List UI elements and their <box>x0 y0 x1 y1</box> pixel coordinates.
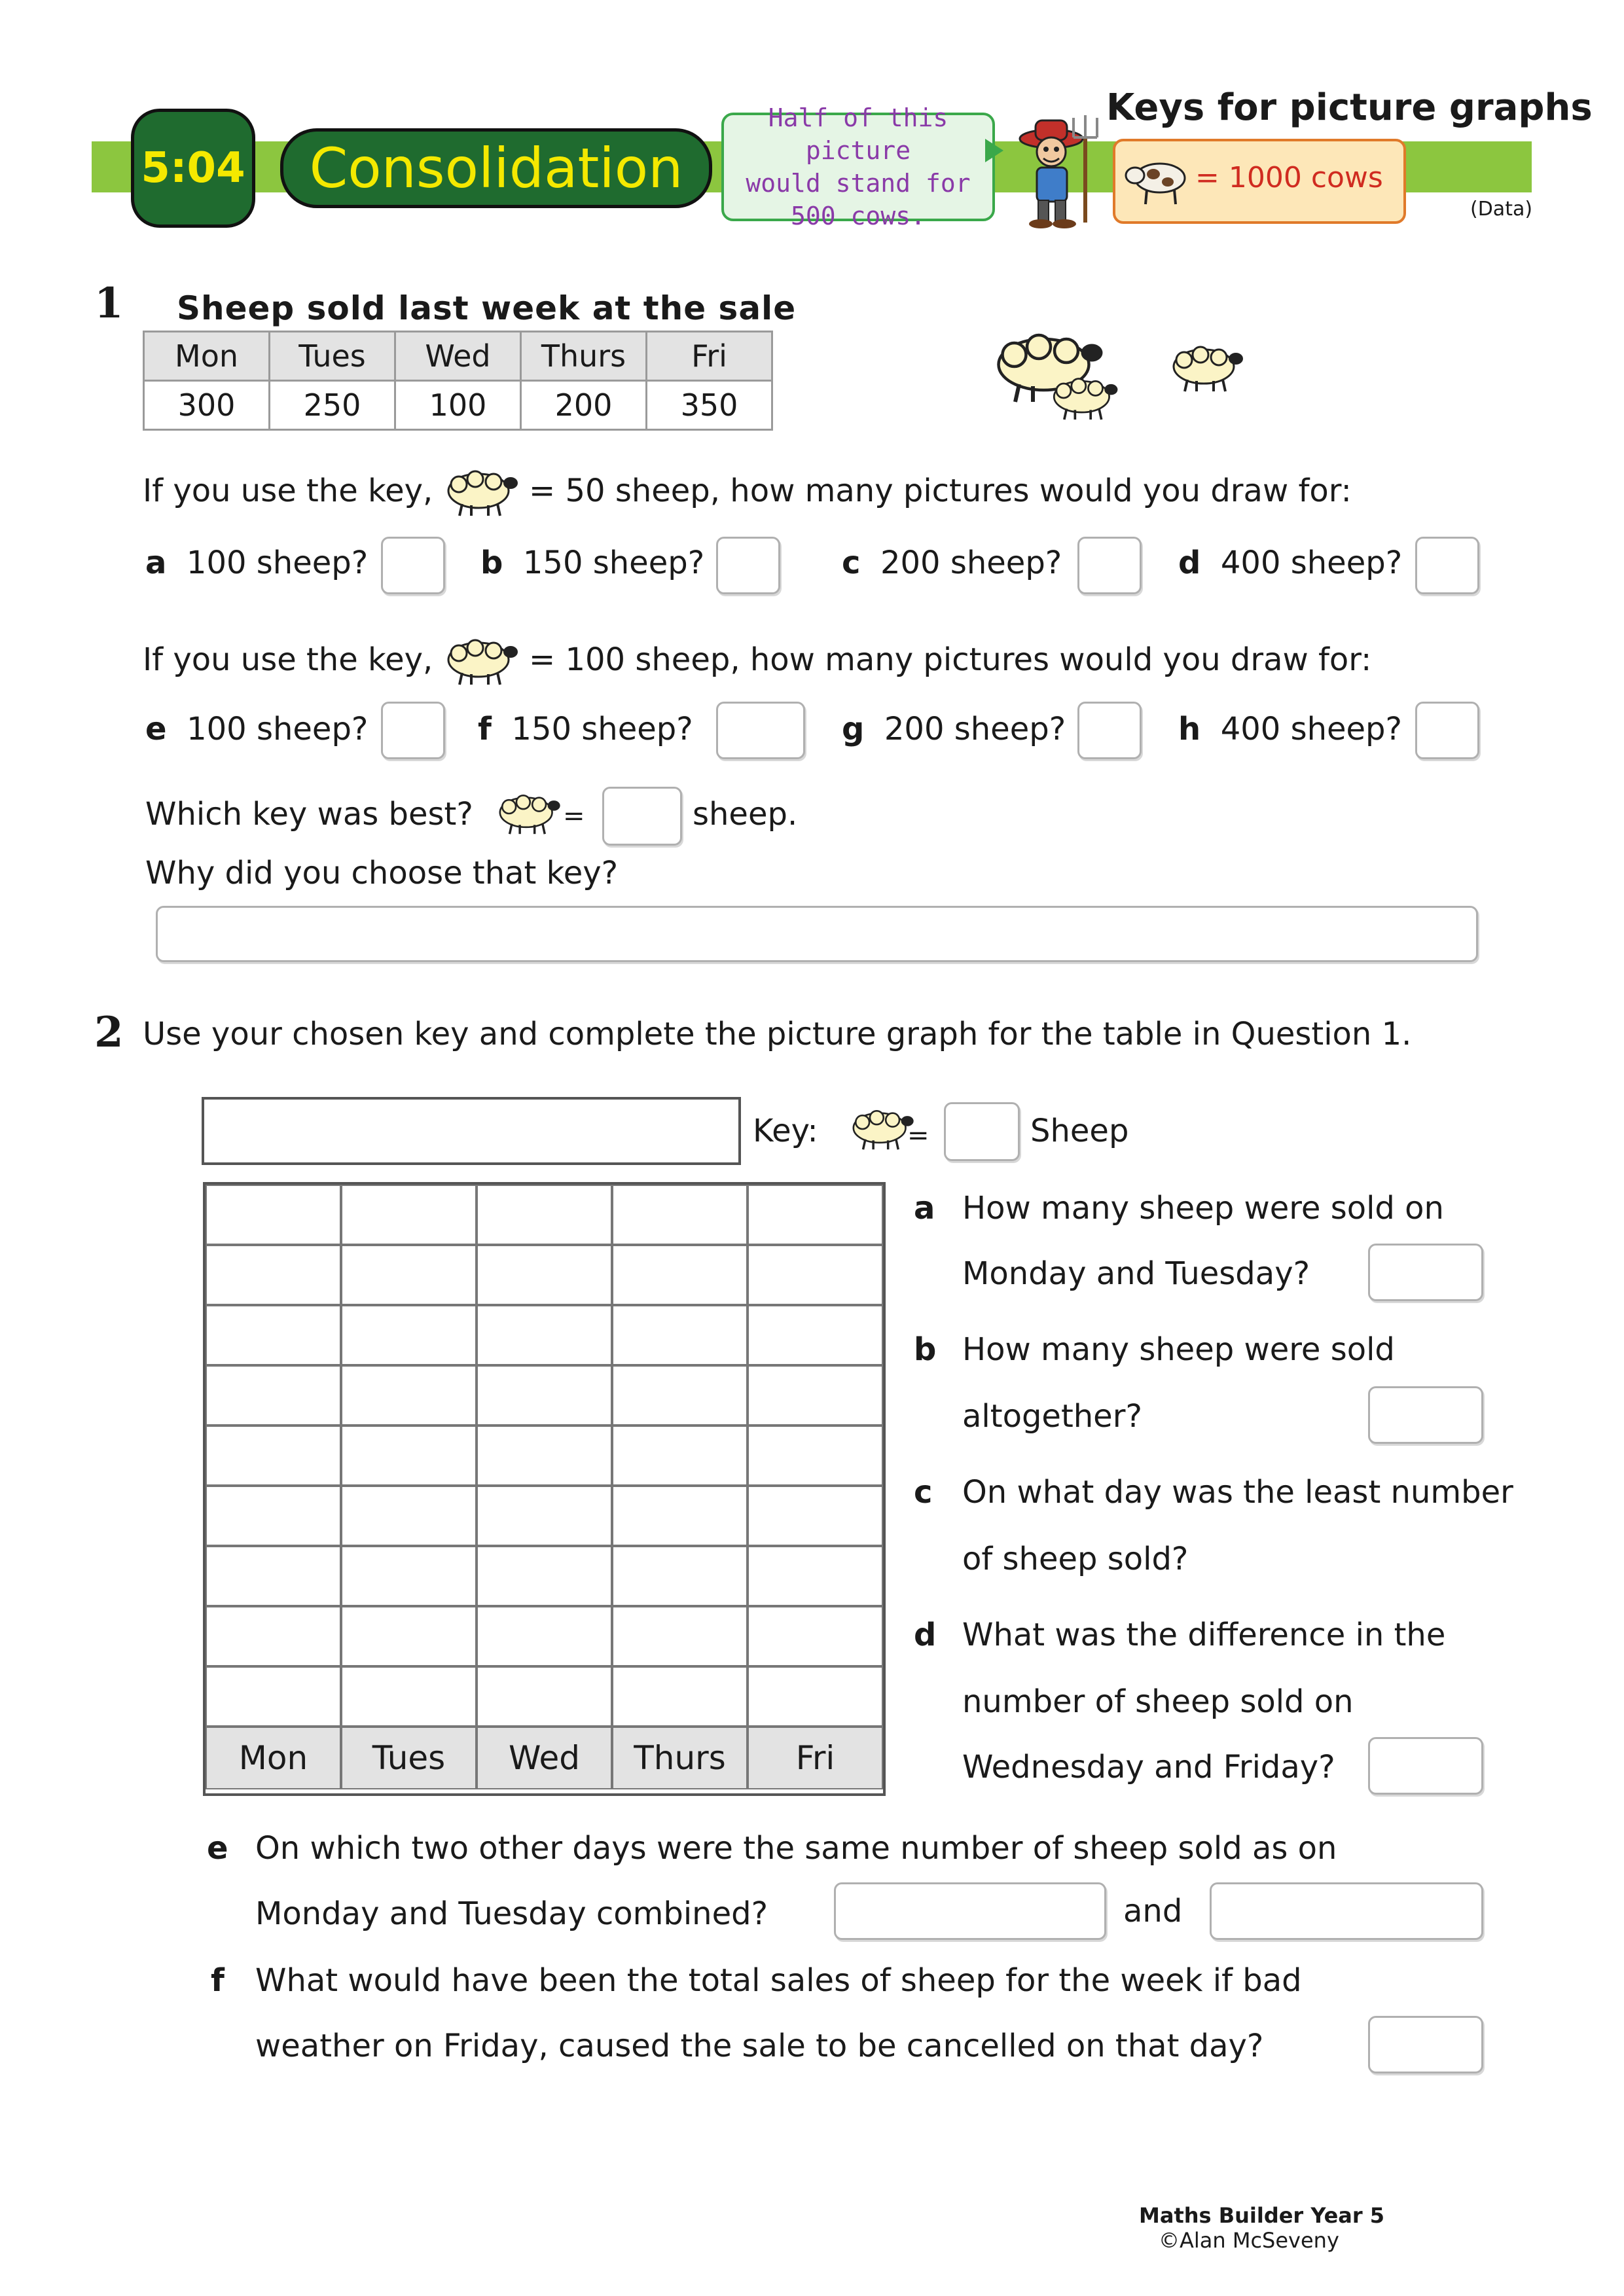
sheep-sales-table <box>143 331 773 431</box>
q2-answer-f-box[interactable] <box>1368 2016 1483 2073</box>
table-header-cell: Wed <box>395 332 521 381</box>
grid-cell[interactable] <box>477 1305 612 1365</box>
graph-key-unit: Sheep <box>1030 1113 1129 1149</box>
grid-day-label: Fri <box>748 1727 883 1789</box>
part-text: 400 sheep? <box>1220 545 1403 581</box>
q2-part-b-line1: How many sheep were sold <box>962 1331 1395 1368</box>
part-label: e <box>145 711 167 747</box>
q2-part-e-label <box>207 1830 228 1867</box>
grid-cell[interactable] <box>477 1666 612 1727</box>
grid-cell[interactable] <box>477 1426 612 1486</box>
sheep-group-icon <box>990 327 1121 425</box>
q2-instruction: Use your chosen key and complete the picture graph for the table in Question 1. <box>143 1016 1412 1052</box>
table-cell: 350 <box>647 381 772 430</box>
grid-cell[interactable] <box>341 1486 477 1546</box>
grid-cell[interactable] <box>341 1365 477 1426</box>
sheep-key-icon <box>442 466 521 520</box>
q2-answer-e1-box[interactable] <box>834 1882 1106 1940</box>
grid-cell[interactable] <box>477 1365 612 1426</box>
part-label: f <box>211 1962 225 1999</box>
grid-cell[interactable] <box>612 1245 748 1305</box>
part-d-label <box>1178 545 1402 581</box>
part-label: d <box>914 1617 937 1653</box>
part-b-label <box>480 545 704 581</box>
part-text: 200 sheep? <box>884 711 1066 747</box>
table-cell: 100 <box>395 381 521 430</box>
part-label: e <box>207 1830 228 1867</box>
grid-cell[interactable] <box>612 1486 748 1546</box>
best-key-text: Which key was best? <box>145 796 473 833</box>
graph-key-value-box[interactable] <box>944 1102 1020 1161</box>
q2-part-a-label <box>914 1190 935 1227</box>
grid-cell[interactable] <box>748 1426 883 1486</box>
sheep-icon <box>1168 342 1246 395</box>
grid-row <box>206 1546 883 1606</box>
grid-cell[interactable] <box>206 1606 341 1666</box>
grid-day-label: Thurs <box>612 1727 748 1789</box>
grid-cell[interactable] <box>612 1305 748 1365</box>
grid-cell[interactable] <box>612 1546 748 1606</box>
answer-d-box[interactable] <box>1415 537 1479 594</box>
grid-cell[interactable] <box>206 1426 341 1486</box>
part-text: 150 sheep? <box>522 545 705 581</box>
key100-text-before: If you use the key, <box>143 641 433 678</box>
grid-day-label: Tues <box>341 1727 477 1789</box>
grid-cell[interactable] <box>206 1486 341 1546</box>
q2-part-e-line2: Monday and Tuesday combined? <box>255 1895 768 1932</box>
speech-bubble <box>721 103 995 230</box>
sheep-key-icon <box>495 791 563 838</box>
part-h-label <box>1178 711 1402 747</box>
part-label: b <box>480 545 503 581</box>
q2-part-b-line2: altogether? <box>962 1398 1142 1435</box>
graph-key-equals: = <box>907 1121 929 1151</box>
table-header-cell: Fri <box>647 332 772 381</box>
q2-part-f-line1: What would have been the total sales of sheep for the week if bad <box>255 1962 1302 1999</box>
grid-cell[interactable] <box>206 1305 341 1365</box>
grid-cell[interactable] <box>612 1666 748 1727</box>
part-text: 100 sheep? <box>186 545 369 581</box>
grid-cell[interactable] <box>477 1185 612 1245</box>
grid-cell[interactable] <box>748 1185 883 1245</box>
answer-b-box[interactable] <box>716 537 780 594</box>
grid-cell[interactable] <box>206 1546 341 1606</box>
key100-text-after: = 100 sheep, how many pictures would you draw for: <box>529 641 1372 678</box>
table-cell: 300 <box>144 381 270 430</box>
grid-cell[interactable] <box>206 1185 341 1245</box>
q2-answer-e2-box[interactable] <box>1210 1882 1483 1940</box>
speech-line-3: 500 cows. <box>791 202 926 230</box>
q2-part-c-label <box>914 1474 932 1511</box>
q2-answer-a-box[interactable] <box>1368 1244 1483 1301</box>
q2-part-a-line2: Monday and Tuesday? <box>962 1255 1310 1292</box>
part-label: g <box>842 711 865 747</box>
grid-cell[interactable] <box>748 1606 883 1666</box>
answer-a-box[interactable] <box>381 537 445 594</box>
part-label: f <box>478 711 492 747</box>
table-header-cell: Mon <box>144 332 270 381</box>
q2-part-e-line1: On which two other days were the same number of sheep sold as on <box>255 1830 1337 1867</box>
grid-cell[interactable] <box>748 1365 883 1426</box>
q2-part-f-line2: weather on Friday, caused the sale to be cancelled on that day? <box>255 2028 1264 2064</box>
grid-cell[interactable] <box>748 1666 883 1727</box>
grid-cell[interactable] <box>341 1546 477 1606</box>
part-text: 100 sheep? <box>187 711 369 747</box>
grid-cell[interactable] <box>341 1606 477 1666</box>
speech-line-2: would stand for <box>746 169 971 198</box>
grid-cell[interactable] <box>477 1606 612 1666</box>
key50-text-after: = 50 sheep, how many pictures would you draw for: <box>529 473 1352 509</box>
grid-row <box>206 1305 883 1365</box>
q2-part-f-label <box>211 1962 225 1999</box>
data-tag: (Data) <box>1470 198 1533 221</box>
q2-part-d-line2: number of sheep sold on <box>962 1683 1354 1720</box>
sheep-key-icon <box>848 1106 916 1153</box>
grid-cell[interactable] <box>341 1305 477 1365</box>
table-header-cell: Thurs <box>521 332 647 381</box>
grid-cell[interactable] <box>206 1245 341 1305</box>
grid-cell[interactable] <box>341 1666 477 1727</box>
best-key-sheep-word: sheep. <box>693 796 798 833</box>
q2-part-d-label <box>914 1617 936 1653</box>
part-label: c <box>914 1474 933 1511</box>
key50-text-before: If you use the key, <box>143 473 433 509</box>
table-cell: 250 <box>270 381 395 430</box>
q2-answer-d-box[interactable] <box>1368 1737 1483 1795</box>
part-text: 400 sheep? <box>1220 711 1402 747</box>
part-e-label <box>145 711 368 747</box>
graph-title-box[interactable] <box>202 1097 741 1165</box>
answer-f-box[interactable] <box>716 702 805 759</box>
grid-row <box>206 1365 883 1426</box>
part-text: 150 sheep? <box>511 711 693 747</box>
question-2-number: 2 <box>94 1008 124 1057</box>
table-header-cell: Tues <box>270 332 395 381</box>
grid-cell[interactable] <box>341 1426 477 1486</box>
grid-row <box>206 1486 883 1546</box>
footer-book: Maths Builder Year 5 <box>1139 2203 1385 2228</box>
question-1-number: 1 <box>94 279 124 328</box>
answer-e-box[interactable] <box>381 702 445 759</box>
q2-part-b-label <box>914 1331 936 1368</box>
grid-cell[interactable] <box>341 1185 477 1245</box>
grid-cell[interactable] <box>612 1365 748 1426</box>
picture-graph-grid[interactable] <box>203 1182 886 1796</box>
grid-cell[interactable] <box>612 1426 748 1486</box>
grid-cell[interactable] <box>477 1486 612 1546</box>
part-a-label <box>145 545 368 581</box>
part-text: 200 sheep? <box>880 545 1062 581</box>
part-g-label <box>842 711 1066 747</box>
graph-key-label: Key: <box>753 1113 818 1149</box>
keys-title: Keys for picture graphs <box>1106 86 1593 129</box>
grid-row <box>206 1426 883 1486</box>
part-c-label <box>842 545 1062 581</box>
grid-cell[interactable] <box>748 1486 883 1546</box>
grid-day-label: Wed <box>477 1727 612 1789</box>
sheep-key-icon <box>442 635 521 689</box>
grid-day-label: Mon <box>206 1727 341 1789</box>
q2-part-d-line3: Wednesday and Friday? <box>962 1749 1335 1785</box>
grid-cell[interactable] <box>748 1546 883 1606</box>
part-label: b <box>914 1331 937 1368</box>
grid-cell[interactable] <box>341 1245 477 1305</box>
speech-bubble-tail <box>985 139 1003 162</box>
part-f-label <box>478 711 693 747</box>
grid-cell[interactable] <box>612 1185 748 1245</box>
answer-c-box[interactable] <box>1077 537 1142 594</box>
q2-part-c-line1: On what day was the least number <box>962 1474 1513 1511</box>
grid-row <box>206 1245 883 1305</box>
grid-row <box>206 1666 883 1727</box>
why-text: Why did you choose that key? <box>145 855 619 891</box>
answer-h-box[interactable] <box>1415 702 1479 759</box>
footer-copyright: ©Alan McSeveny <box>1159 2228 1339 2253</box>
grid-row <box>206 1185 883 1245</box>
q2-part-e-and: and <box>1123 1893 1183 1929</box>
q2-part-a-line1: How many sheep were sold on <box>962 1190 1444 1227</box>
grid-cell[interactable] <box>206 1365 341 1426</box>
q2-answer-b-box[interactable] <box>1368 1386 1483 1444</box>
cow-icon <box>1125 149 1190 207</box>
part-label: h <box>1178 711 1201 747</box>
best-key-box[interactable] <box>602 787 682 846</box>
grid-cell[interactable] <box>477 1546 612 1606</box>
grid-cell[interactable] <box>612 1606 748 1666</box>
farmer-icon <box>1008 111 1113 229</box>
grid-row <box>206 1606 883 1666</box>
grid-cell[interactable] <box>477 1245 612 1305</box>
q2-part-d-line1: What was the difference in the <box>962 1617 1446 1653</box>
lesson-title: Consolidation <box>280 128 712 208</box>
grid-cell[interactable] <box>206 1666 341 1727</box>
speech-line-1: Half of this picture <box>768 103 948 165</box>
q1-title: Sheep sold last week at the sale <box>177 289 797 327</box>
grid-cell[interactable] <box>748 1305 883 1365</box>
table-cell: 200 <box>521 381 647 430</box>
grid-cell[interactable] <box>748 1245 883 1305</box>
lesson-number: 5:04 <box>131 109 255 228</box>
part-label: a <box>145 545 167 581</box>
best-key-equals: = <box>563 801 585 831</box>
cow-key-label: = 1000 cows <box>1195 161 1383 194</box>
grid-label-row <box>206 1727 883 1789</box>
part-label: d <box>1178 545 1201 581</box>
answer-g-box[interactable] <box>1077 702 1142 759</box>
part-label: c <box>842 545 861 581</box>
why-answer-box[interactable] <box>156 906 1478 962</box>
part-label: a <box>914 1190 935 1227</box>
q2-part-c-line2: of sheep sold? <box>962 1541 1189 1577</box>
